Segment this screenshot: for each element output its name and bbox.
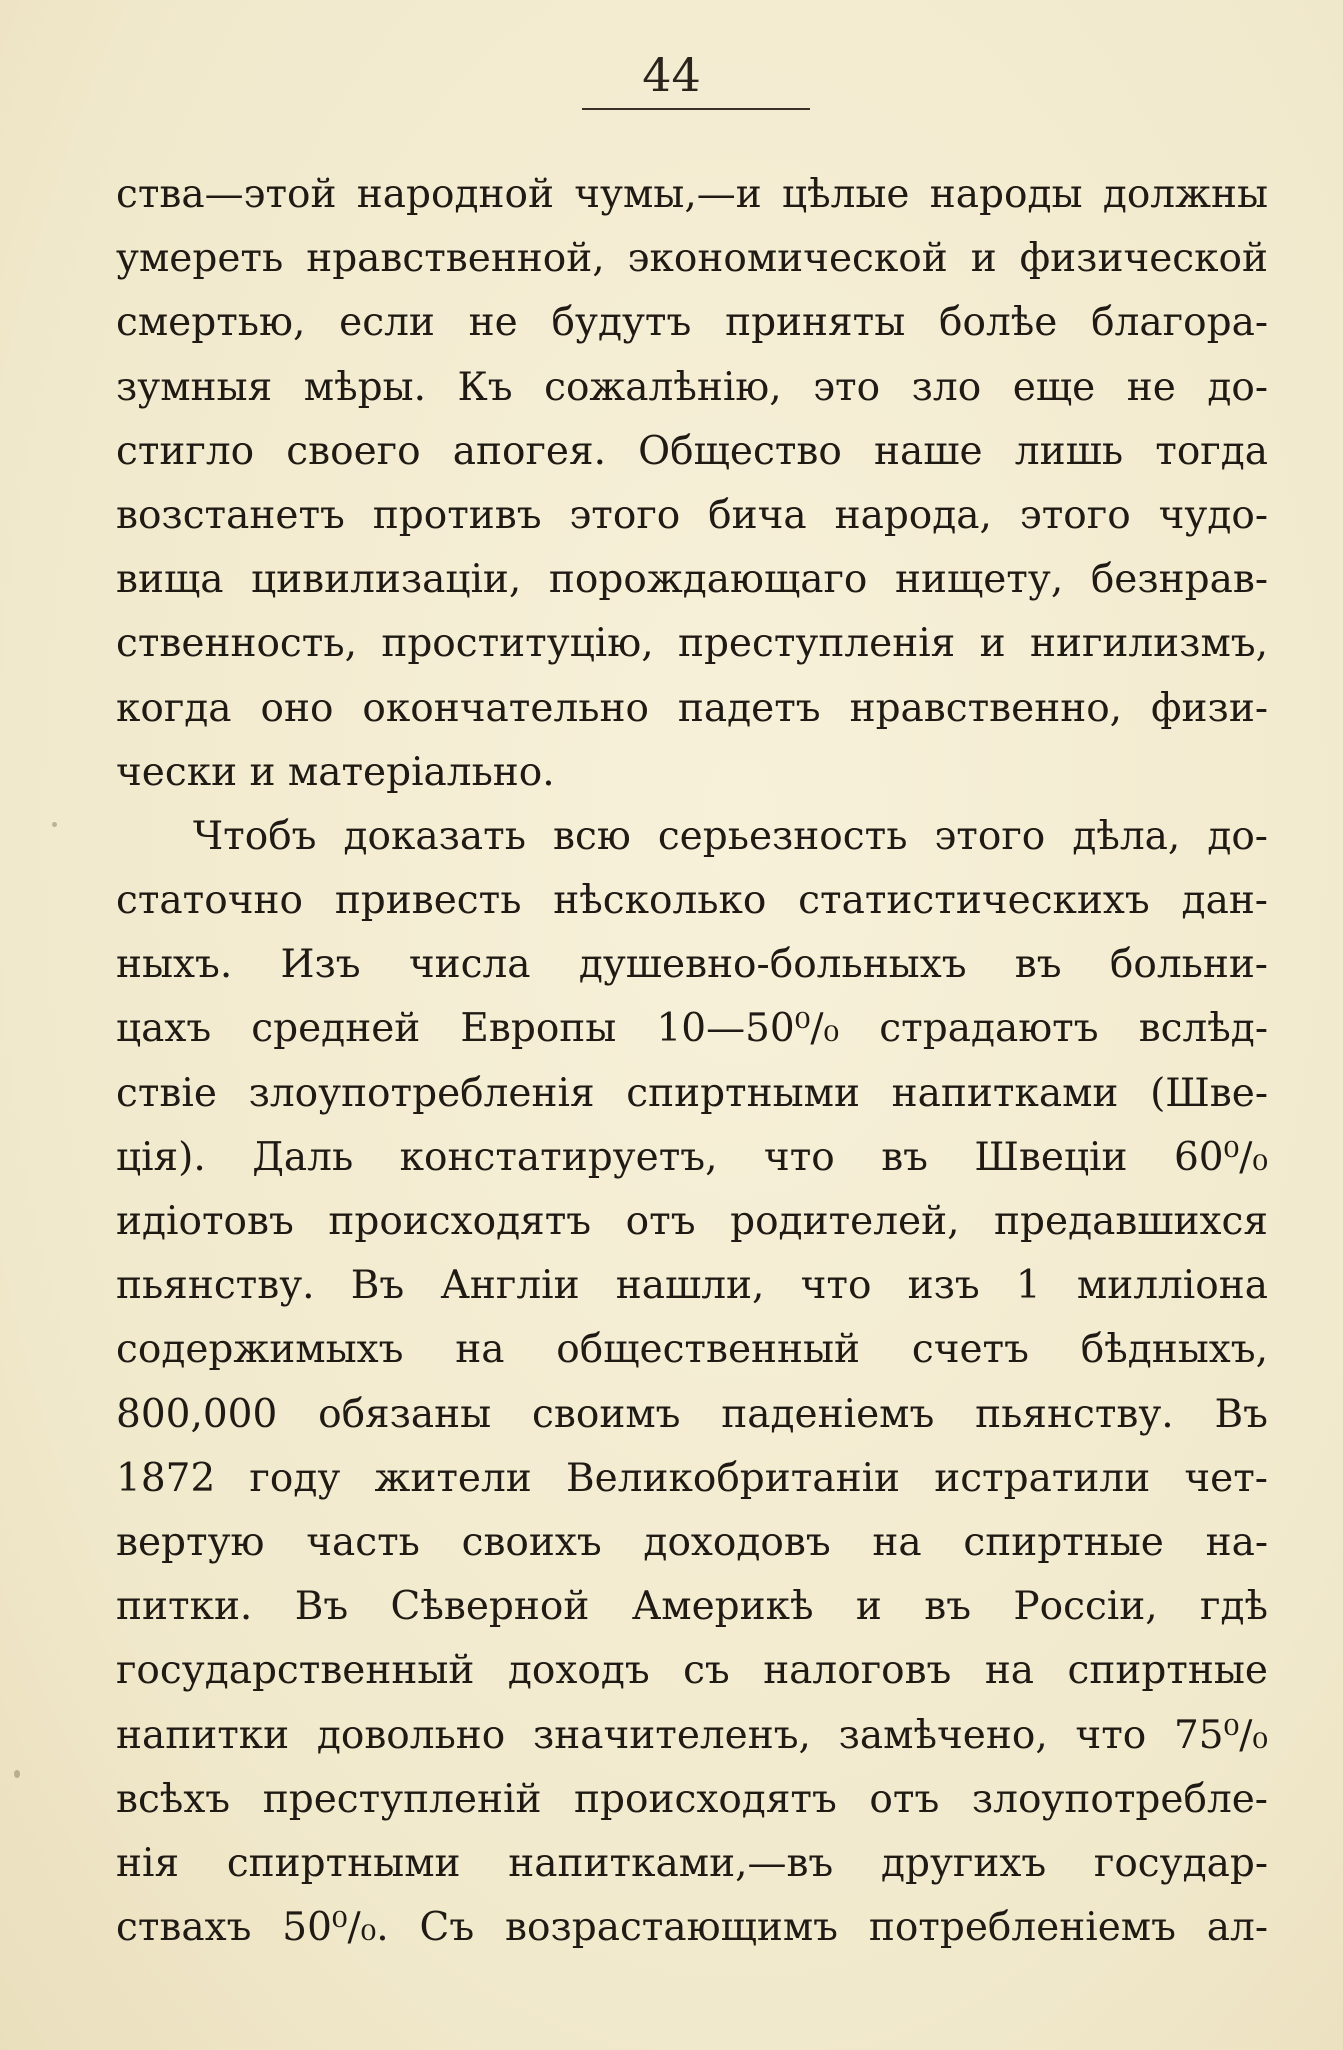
paper-speck — [14, 1770, 20, 1778]
text-line: смертью, если не будутъ приняты болѣе благора- — [116, 300, 1268, 346]
text-line: 800,000 обязаны своимъ паденіемъ пьянству. Въ — [116, 1391, 1268, 1437]
text-line: ныхъ. Изъ числа душевно-больныхъ въ больни- — [116, 942, 1268, 988]
header-rule — [582, 108, 810, 110]
text-line: чески и матеріально. — [116, 749, 555, 795]
body-text — [116, 163, 1268, 1960]
text-line: ства—этой народной чумы,—и цѣлые народы должны — [116, 172, 1268, 217]
text-line: ція). Даль констатируетъ, что въ Швеціи 60⁰/₀ — [116, 1134, 1268, 1180]
text-line: идіотовъ происходятъ отъ родителей, предавшихся — [116, 1199, 1268, 1244]
text-line: вертую часть своихъ доходовъ на спиртные на- — [116, 1519, 1268, 1565]
text-line: всѣхъ преступленій происходятъ отъ злоупотребле- — [116, 1776, 1268, 1822]
page-number: 44 — [642, 48, 701, 102]
text-line: умереть нравственной, экономической и физической — [116, 236, 1268, 282]
text-line: напитки довольно значителенъ, замѣчено, что 75⁰/₀ — [116, 1712, 1268, 1758]
text-line: государственный доходъ съ налоговъ на спиртные — [116, 1648, 1268, 1694]
text-line: ствіе злоупотребленія спиртными напитками (Шве- — [116, 1070, 1268, 1116]
paper-speck — [52, 822, 57, 827]
text-line: питки. Въ Сѣверной Америкѣ и въ Россіи, гдѣ — [116, 1584, 1268, 1630]
text-line: нія спиртными напитками,—въ другихъ государ- — [116, 1840, 1268, 1886]
text-line: возстанетъ противъ этого бича народа, этого чудо- — [116, 492, 1268, 538]
text-line: статочно привесть нѣсколько статистическихъ дан- — [116, 878, 1268, 924]
text-line: пьянству. Въ Англіи нашли, что изъ 1 милліона — [116, 1263, 1268, 1309]
text-line: Чтобъ доказать всю серьезность этого дѣла, до- — [193, 813, 1268, 859]
text-line: вища цивилизаціи, порождающаго нищету, безнрав- — [116, 557, 1268, 603]
text-line: содержимыхъ на общественный счетъ бѣдныхъ, — [116, 1327, 1268, 1373]
text-line: цахъ средней Европы 10—50⁰/₀ страдаютъ вслѣд- — [116, 1006, 1268, 1052]
text-line: зумныя мѣры. Къ сожалѣнію, это зло еще не до- — [116, 364, 1268, 410]
text-line: когда оно окончательно падетъ нравственно, физи- — [116, 685, 1268, 731]
text-line: 1872 году жители Великобританіи истратили чет- — [116, 1455, 1268, 1501]
text-line: ственность, проституцію, преступленія и нигилизмъ, — [116, 621, 1268, 667]
text-line: стигло своего апогея. Общество наше лишь тогда — [116, 428, 1268, 474]
text-line: ствахъ 50⁰/₀. Съ возрастающимъ потребленіемъ ал- — [116, 1905, 1268, 1951]
